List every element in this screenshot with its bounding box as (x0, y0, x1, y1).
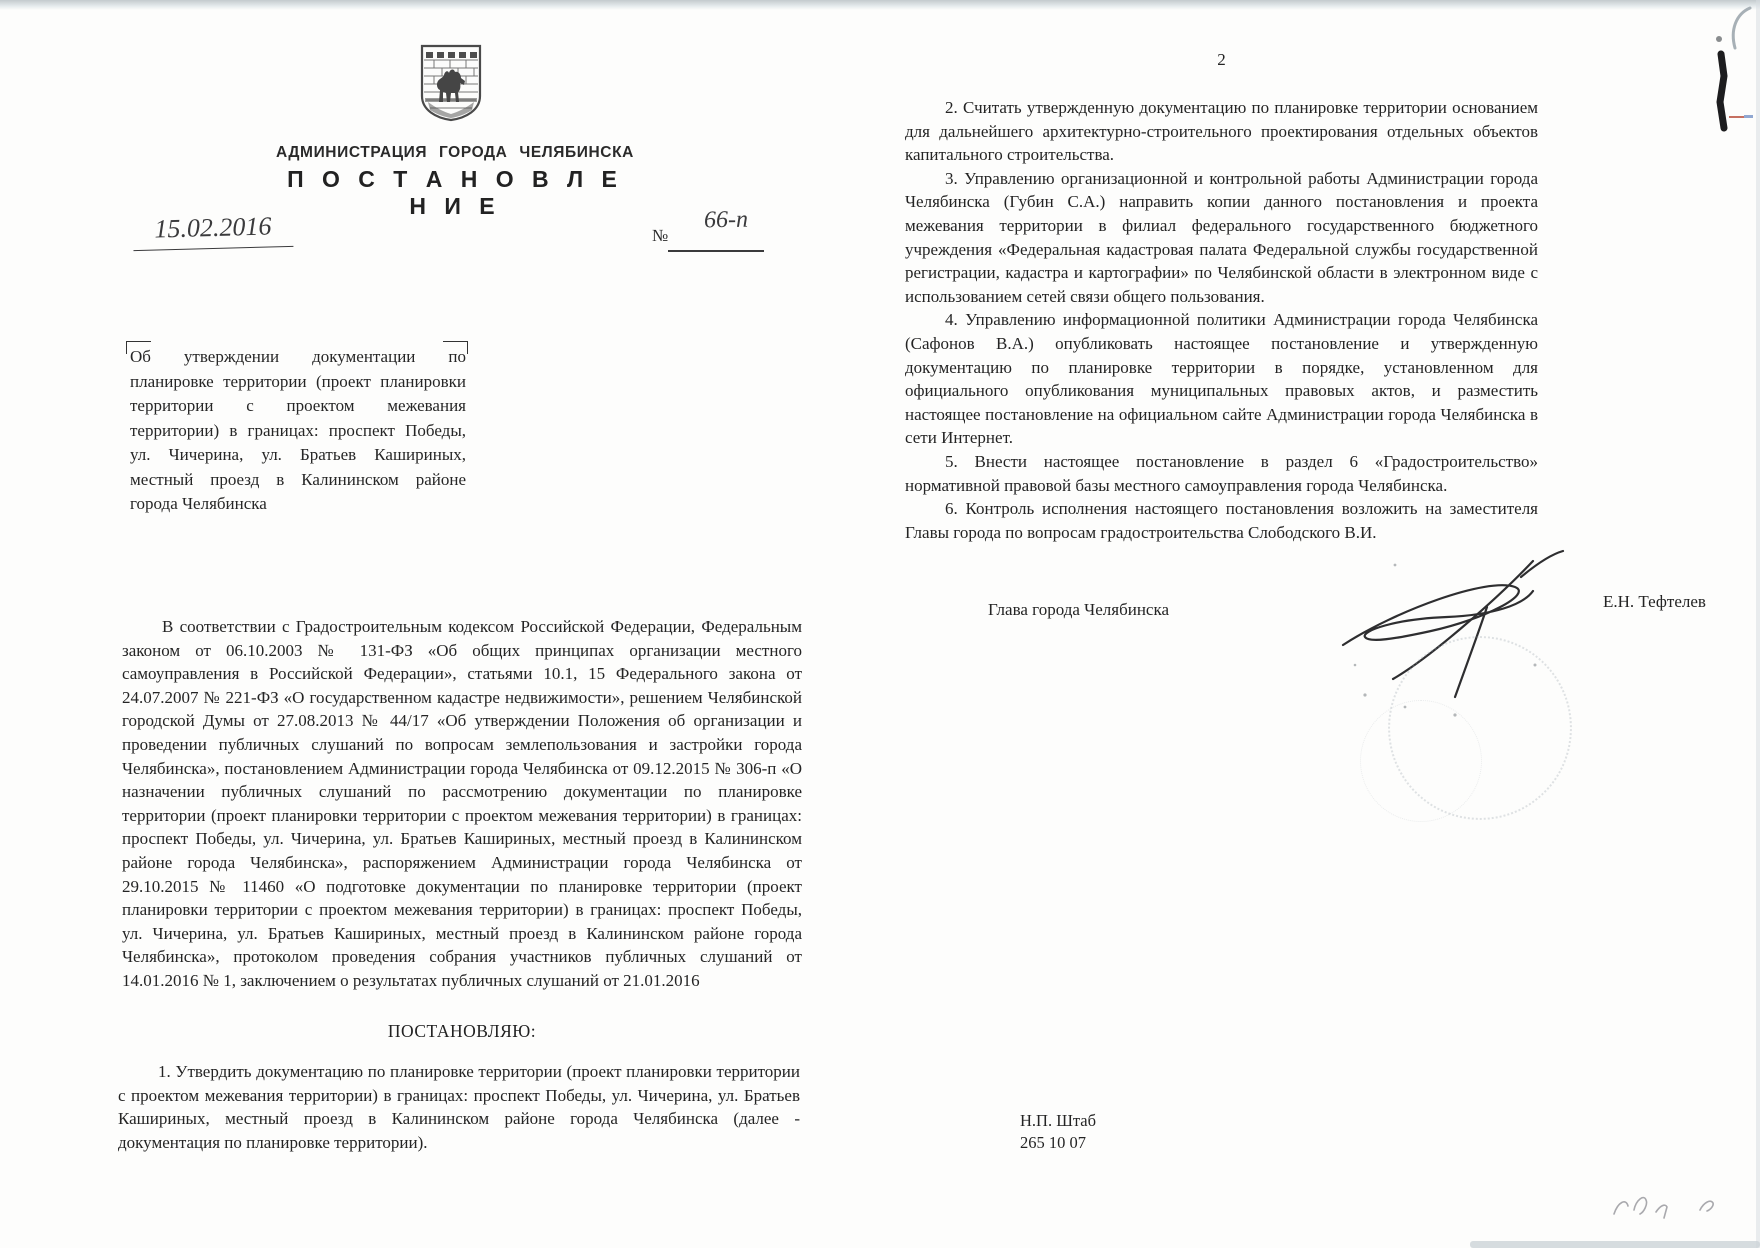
scan-top-edge (0, 0, 1760, 10)
stamp-remnant-icon-2 (1360, 700, 1482, 822)
preamble-paragraph: В соответствии с Градостроительным кодексом Российской Федерации, Федеральным законом от 06.10.2003 № 131-ФЗ «Об общих принципах организации местного самоуправления в Российской Федерации», статьями 10.1, 15 Федерального закона от 24.07.2007 № 221-ФЗ «О государственном кадастре недвижимости», решением Челябинской городской Думы от 27.08.2013 № 44/17 «Об утверждении Положения об организации и проведении публичных слушаний по вопросам землепользования и застройки города Челябинска», постановлением Администрации города Челябинска от 09.12.2015 № 306-п «О назначении публичных слушаний по рассмотрению документации по планировке территории (проект планировки территории с проектом межевания территории) в границах: проспект Победы, ул. Чичерина, ул. Братьев Кашириных, местный проезд в Калининском районе города Челябинска», распоряжением Администрации города Челябинска от 29.10.2015 № 11460 «О подготовке документации по планировке территории (проект планировки территории с проектом межевания территории) в границах: проспект Победы, ул. Чичерина, ул. Братьев Кашириных, местный проезд в Калининском районе города Челябинска», протоколом проведения собрания участников публичных слушаний от 14.01.2016 № 1, заключением о результатах публичных слушаний от 21.01.2016 (122, 617, 802, 990)
number-underline (668, 250, 764, 252)
resolution-item-2: 2. Считать утвержденную документацию по планировке территории основанием для дальнейшего архитектурно-строительного проектирования отдельных объектов капитального строительства. (905, 98, 1538, 165)
resolution-item-1: 1. Утвердить документацию по планировке территории (проект планировки территории с проектом межевания территории) в границах: проспект Победы, ул. Чичерина, ул. Братьев Кашириных, местный проезд в Калининском районе города Челябинска (далее - документация по планировке территории). (118, 1062, 800, 1152)
document-type-heading: П О С Т А Н О В Л Е Н И Е (287, 166, 623, 219)
organization-name: АДМИНИСТРАЦИЯ ГОРОДА ЧЕЛЯБИНСКА (276, 144, 634, 161)
document-title: Об утверждении документации по планировке территории (проект планировки территории с проектом межевания территории) в границах: проспект Победы, ул. Чичерина, ул. Братьев Кашириных, местный проезд в Калининском районе города Челябинска (130, 347, 466, 513)
scan-right-edge (1756, 0, 1760, 1248)
blue-mark-artifact (1744, 115, 1753, 118)
page-number: 2 (1217, 50, 1226, 69)
signature-name: Е.Н. Тефтелев (1603, 592, 1706, 611)
resolve-heading: ПОСТАНОВЛЯЮ: (387, 1021, 537, 1041)
staple-artifact-icon (1714, 50, 1732, 139)
coat-of-arms-icon (420, 44, 482, 122)
resolution-items (905, 96, 1538, 544)
resolution-item-5: 5. Внести настоящее постановление в раздел 6 «Градостроительство» нормативной правовой базы местного самоуправления города Челябинска. (905, 451, 1538, 495)
resolution-item-4: 4. Управлению информационной политики Администрации города Челябинска (Сафонов В.А.) опубликовать настоящее постановление и утвержденную документацию по планировке территории в порядке, установленном для официального опубликования муниципальных правовых актов, и разместить настоящее постановление на официальном сайте Администрации города Челябинска в сети Интернет. (905, 310, 1538, 448)
handwritten-number: 66-п (703, 206, 749, 234)
executor-name: Н.П. Штаб (1020, 1111, 1096, 1130)
resolution-item-6: 6. Контроль исполнения настоящего постановления возложить на заместителя Главы города по вопросам градостроительства Слободского В.И. (905, 499, 1538, 542)
corner-curl-artifact (1718, 6, 1758, 57)
executor-phone: 265 10 07 (1020, 1133, 1086, 1152)
executor-block (1020, 1110, 1096, 1154)
resolution-item-3: 3. Управлению организационной и контрольной работы Администрации города Челябинска (Губин С.А.) направить копии данного постановления и проекта межевания территории в филиал федерального государственного бюджетного учреждения «Федеральная кадастровая палата Федеральной службы государственной регистрации, кадастра и картографии» по Челябинской области в электронном виде с использованием сетей связи общего пользования. (905, 168, 1538, 306)
red-mark-artifact (1729, 116, 1744, 118)
signature-role: Глава города Челябинска (988, 600, 1170, 619)
pencil-note-icon (1608, 1182, 1738, 1231)
number-sign: № (652, 226, 669, 245)
handwritten-date: 15.02.2016 (133, 211, 294, 251)
scan-bottom-edge (1470, 1241, 1760, 1248)
